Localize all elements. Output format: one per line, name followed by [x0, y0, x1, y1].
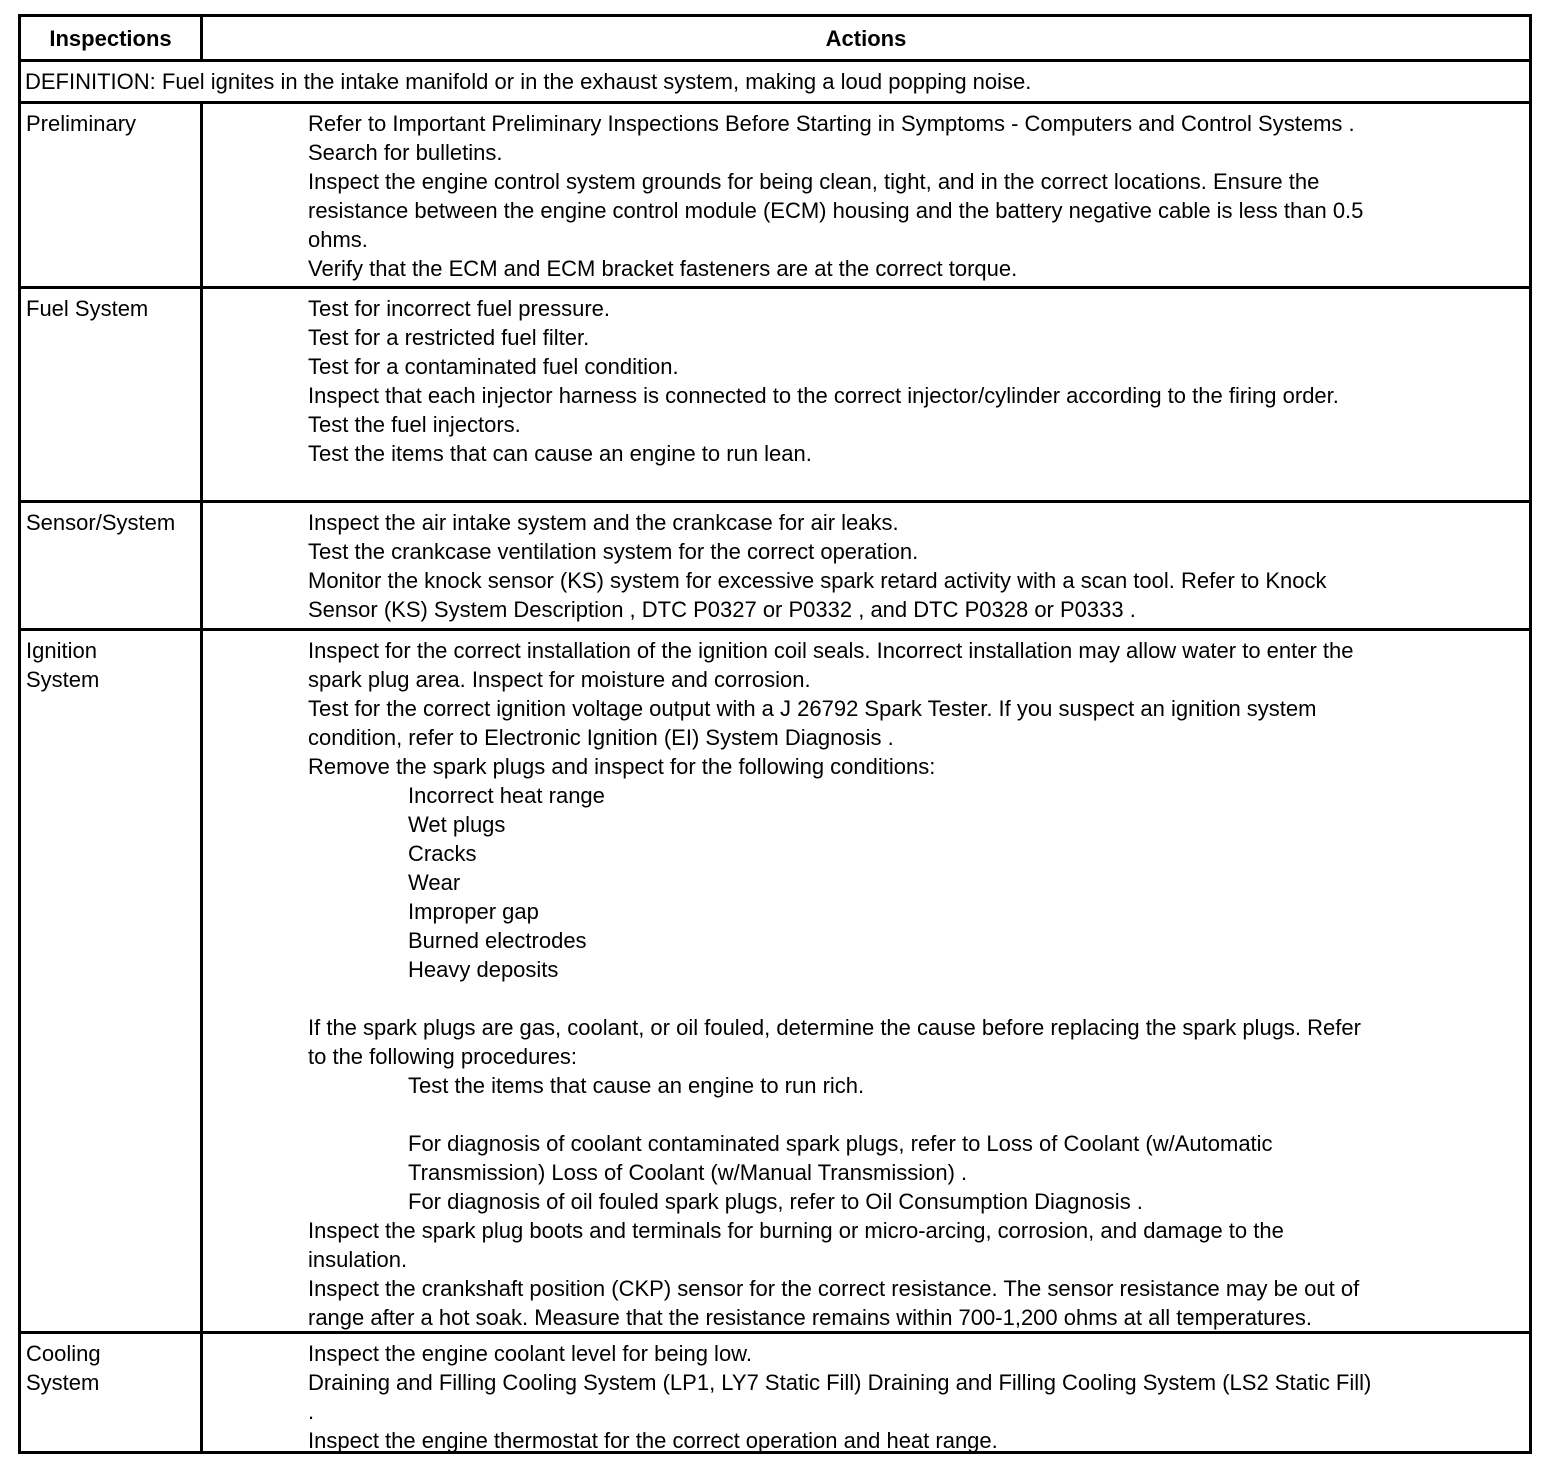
actions-cell [203, 631, 1529, 1331]
definition-row [21, 59, 1529, 101]
condition-item: Burned electrodes [408, 928, 587, 953]
action-line: Sensor (KS) System Description , DTC P0327 or P0332 , and DTC P0328 or P0333 . [308, 597, 1136, 622]
action-line: If the spark plugs are gas, coolant, or oil fouled, determine the cause before replacing the spark plugs. Refer [308, 1015, 1361, 1040]
table-header-row [21, 17, 1529, 59]
inspection-label-line: Ignition [26, 638, 97, 663]
inspection-label-line: Cooling [26, 1341, 101, 1366]
action-line: Inspect for the correct installation of the ignition coil seals. Incorrect installation may allow water to enter the [308, 638, 1354, 663]
action-line: condition, refer to Electronic Ignition (EI) System Diagnosis . [308, 725, 894, 750]
table-row-sensor-system [21, 500, 1529, 628]
action-line: Search for bulletins. [308, 140, 503, 165]
spacer [308, 1100, 1523, 1129]
header-actions: Actions [825, 26, 907, 51]
inspection-label: Sensor/System [21, 503, 203, 628]
condition-item: Incorrect heat range [408, 783, 605, 808]
inspection-label [21, 1334, 203, 1451]
action-line: Inspect the spark plug boots and terminals for burning or micro-arcing, corrosion, and damage to the [308, 1218, 1284, 1243]
diagnostic-table [18, 14, 1532, 1454]
action-line: insulation. [308, 1247, 408, 1272]
action-line: ohms. [308, 227, 368, 252]
action-line: . [308, 1399, 315, 1424]
action-line: Inspect the engine coolant level for being low. [308, 1341, 752, 1366]
action-line: Draining and Filling Cooling System (LP1, LY7 Static Fill) Draining and Filling Cooling System (LS2 Static Fill) [308, 1370, 1372, 1395]
action-line: Test the items that can cause an engine to run lean. [308, 441, 812, 466]
action-line: resistance between the engine control module (ECM) housing and the battery negative cable is less than 0.5 [308, 198, 1364, 223]
action-line: Verify that the ECM and ECM bracket fasteners are at the correct torque. [308, 256, 1018, 281]
action-line: Test the crankcase ventilation system for the correct operation. [308, 539, 919, 564]
action-line: Refer to Important Preliminary Inspections Before Starting in Symptoms - Computers and Control Systems . [308, 111, 1355, 136]
inspection-label: Preliminary [21, 104, 203, 286]
action-line: Test for incorrect fuel pressure. [308, 296, 611, 321]
inspection-label-line: System [26, 667, 100, 692]
action-line: Inspect that each injector harness is connected to the correct injector/cylinder according to the firing order. [308, 383, 1339, 408]
table-row-cooling-system [21, 1331, 1529, 1451]
actions-cell [203, 289, 1529, 500]
action-line: Test for the correct ignition voltage output with a J 26792 Spark Tester. If you suspect an ignition system [308, 696, 1317, 721]
action-line: spark plug area. Inspect for moisture and corrosion. [308, 667, 811, 692]
condition-item: Cracks [408, 841, 477, 866]
inspection-label [21, 631, 203, 1331]
table-row-preliminary [21, 101, 1529, 286]
action-line: Remove the spark plugs and inspect for the following conditions: [308, 754, 936, 779]
table-row-fuel-system [21, 286, 1529, 500]
procedure-item: For diagnosis of coolant contaminated spark plugs, refer to Loss of Coolant (w/Automatic [408, 1131, 1273, 1156]
condition-item: Wet plugs [408, 812, 506, 837]
actions-cell [203, 104, 1529, 286]
action-line: range after a hot soak. Measure that the resistance remains within 700-1,200 ohms at all temperatures. [308, 1305, 1312, 1330]
action-line: Test for a restricted fuel filter. [308, 325, 590, 350]
action-line: to the following procedures: [308, 1044, 578, 1069]
condition-item: Improper gap [408, 899, 539, 924]
spacer [308, 984, 1523, 1013]
inspection-label-line: System [26, 1370, 100, 1395]
action-line: Inspect the engine control system grounds for being clean, tight, and in the correct locations. Ensure the [308, 169, 1320, 194]
definition-text: DEFINITION: Fuel ignites in the intake manifold or in the exhaust system, making a loud popping noise. [25, 69, 1032, 94]
table-row-ignition-system [21, 628, 1529, 1331]
action-line: Inspect the engine thermostat for the correct operation and heat range. [308, 1428, 998, 1453]
procedure-item: Test the items that cause an engine to run rich. [408, 1073, 865, 1098]
procedure-item: Transmission) Loss of Coolant (w/Manual Transmission) . [408, 1160, 968, 1185]
action-line: Monitor the knock sensor (KS) system for excessive spark retard activity with a scan tool. Refer to Knock [308, 568, 1327, 593]
action-line: Test the fuel injectors. [308, 412, 521, 437]
action-line: Inspect the crankshaft position (CKP) sensor for the correct resistance. The sensor resistance may be out of [308, 1276, 1360, 1301]
action-line: Inspect the air intake system and the crankcase for air leaks. [308, 510, 899, 535]
action-line: Test for a contaminated fuel condition. [308, 354, 679, 379]
actions-cell [203, 503, 1529, 628]
inspection-label: Fuel System [21, 289, 203, 500]
condition-item: Heavy deposits [408, 957, 559, 982]
condition-item: Wear [408, 870, 461, 895]
procedure-item: For diagnosis of oil fouled spark plugs, refer to Oil Consumption Diagnosis . [408, 1189, 1143, 1214]
header-inspections: Inspections [21, 17, 203, 59]
actions-cell [203, 1334, 1529, 1451]
